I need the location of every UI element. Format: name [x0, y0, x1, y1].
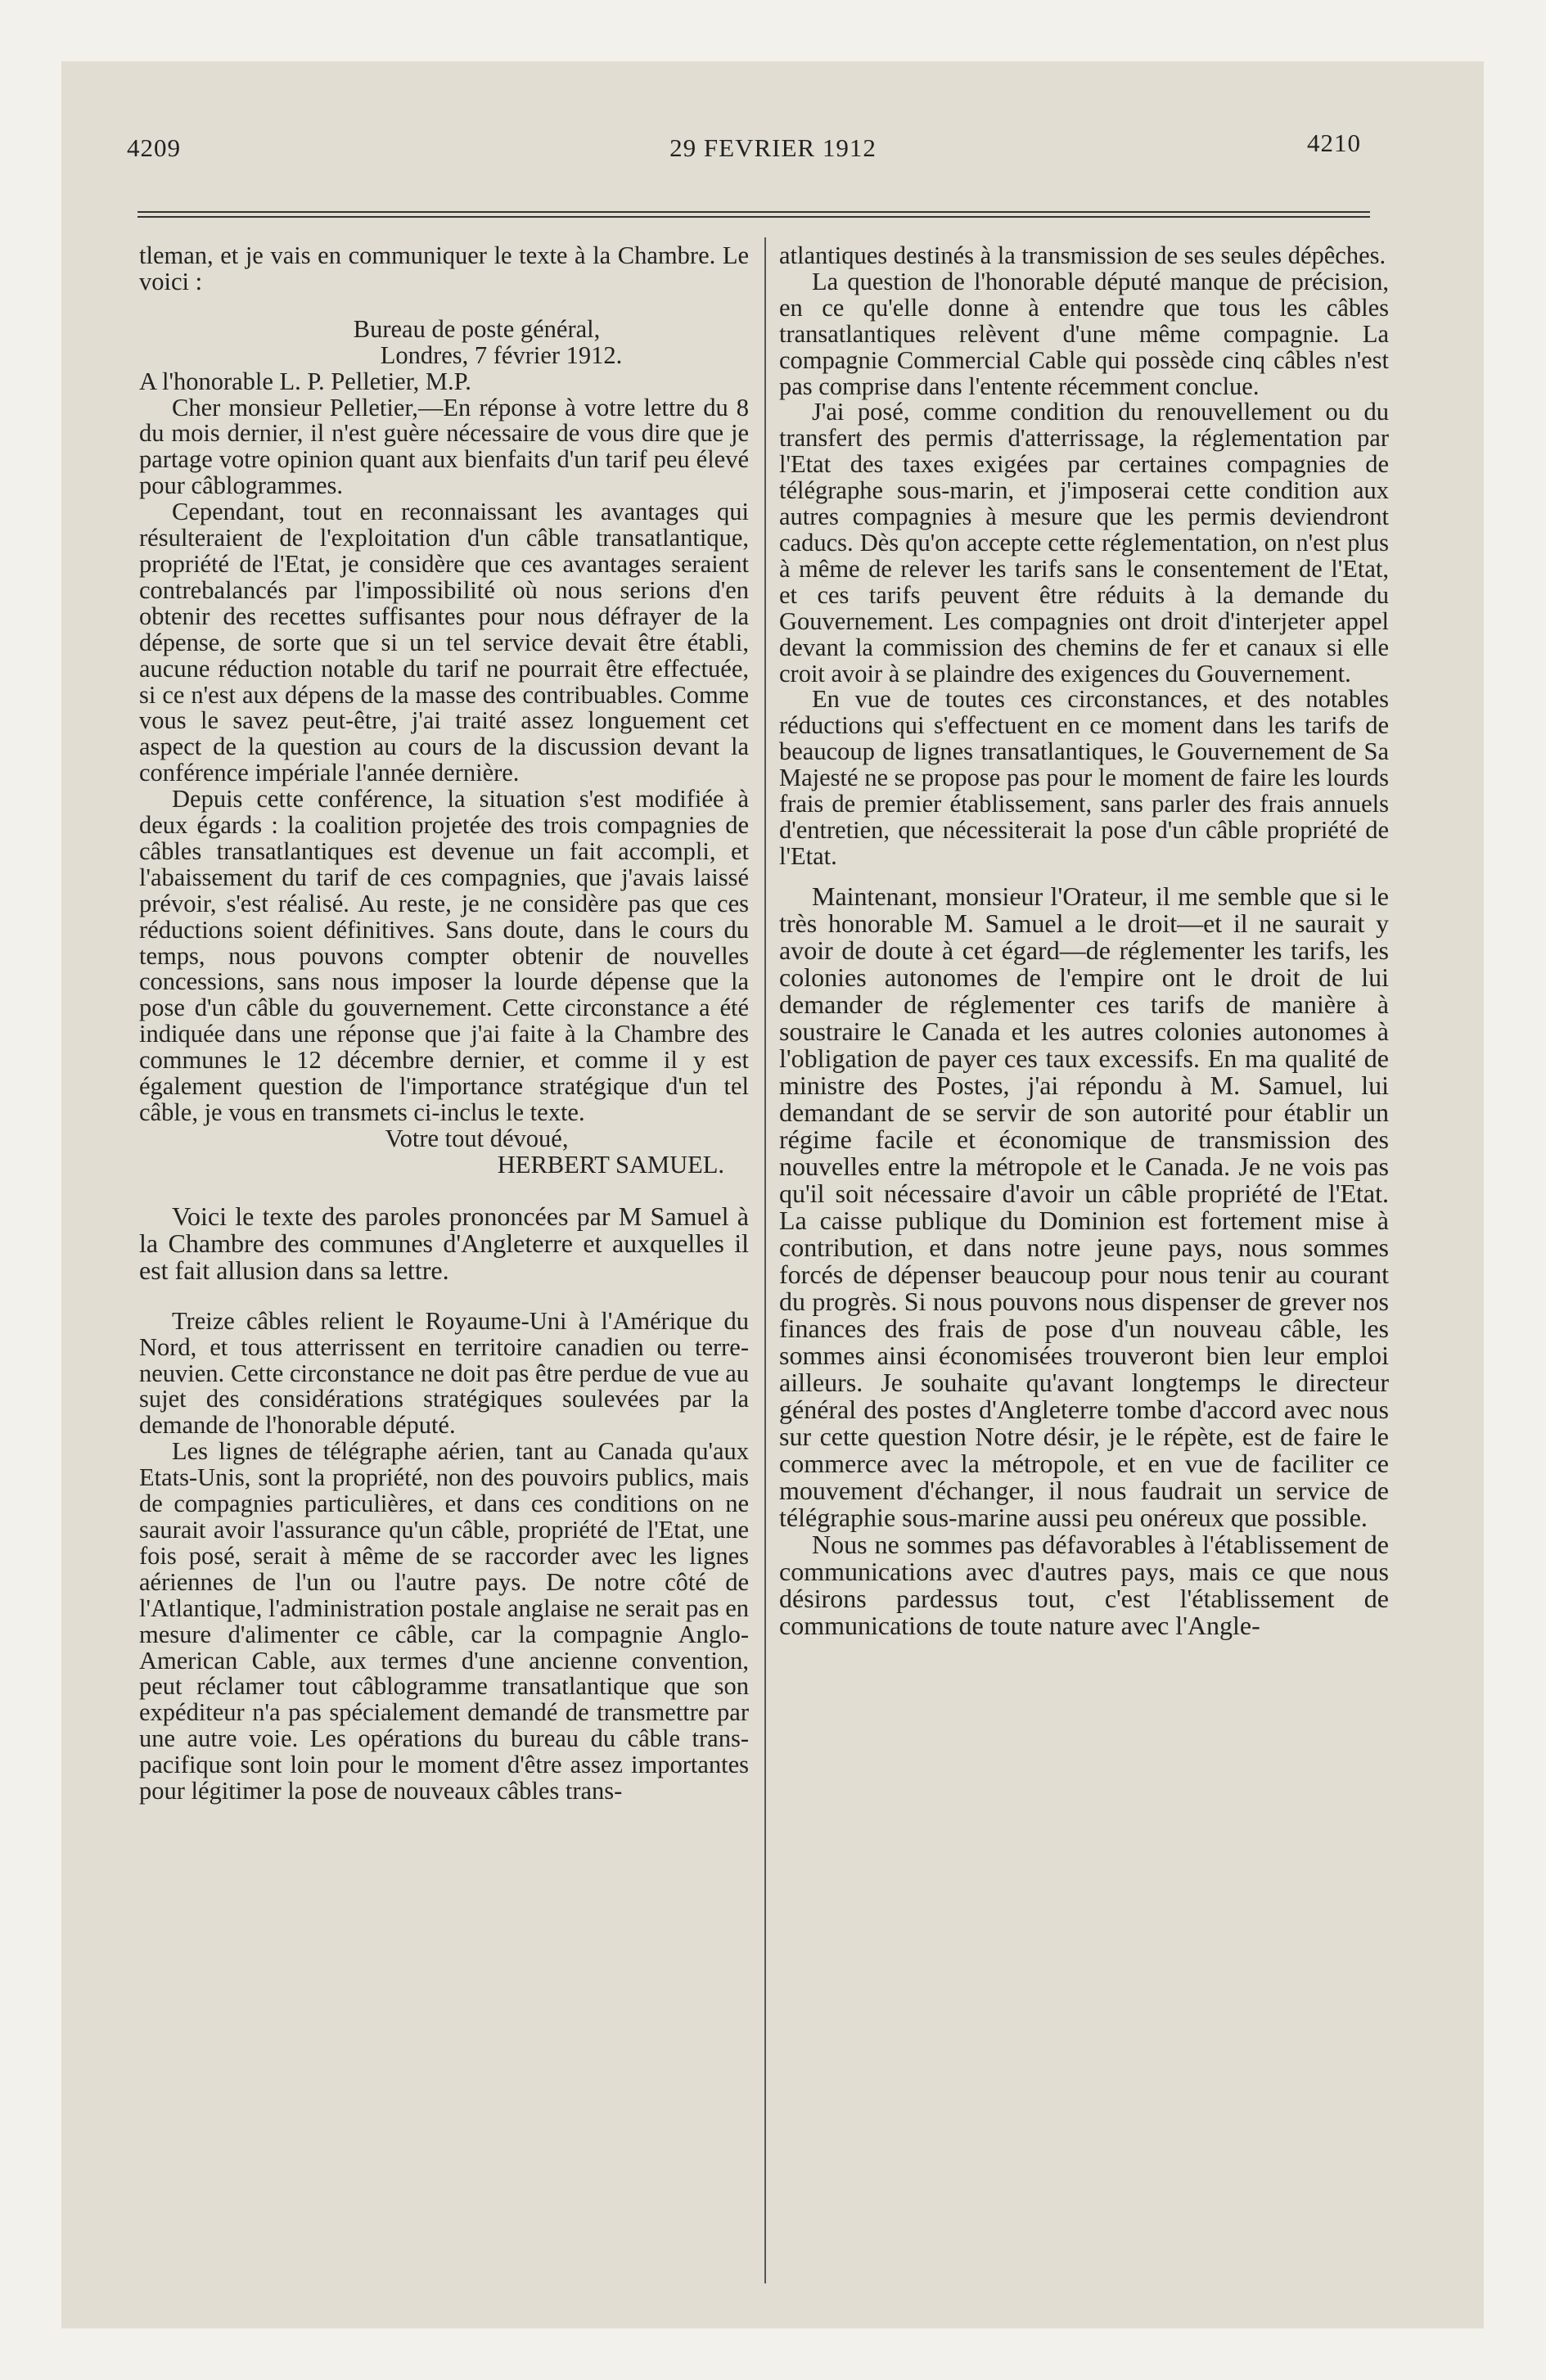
quote-paragraph: Treize câbles relient le Royaume-Uni à l'Amérique du Nord, et tous atterrissent en territoire canadien ou terre-neuvien. Cette circonstance ne doit pas être perdue de vue au sujet des considérations stratégiques soulevées par la demande de l'honorable député. [139, 1306, 749, 1440]
quote-paragraph: Les lignes de télégraphe aérien, tant au Canada qu'aux Etats-Unis, sont la propriété, non des pouvoirs publics, mais de compagnies particulières, et dans ces conditions on ne saurait avoir l'assurance qu'un câble, propriété de l'Etat, une fois posé, serait à même de se raccorder avec les lignes aériennes de l'un ou l'autre pays. De notre côté de l'Atlantique, l'administration postale anglaise ne serait pas en mesure d'alimenter ce câble, car la compagnie Anglo-American Cable, aux termes d'une ancienne convention, peut réclamer tout câblogramme transatlantique que son expéditeur n'a pas spécialement demandé de transmettre par une autre voie. Les opérations du bureau du câble trans-pacifique sont loin pour le moment d'être assez importantes pour légitimer la pose de nouveaux câbles trans- [139, 1437, 749, 1805]
paragraph: Maintenant, monsieur l'Orateur, il me semble que si le très honorable M. Samuel a le droit—et il ne saurait y avoir de doute à cet égard—de réglementer les tarifs, les colonies autonomes de l'empire ont le droit de lui demander de réglementer ces tarifs de manière à soustraire le Canada et les autres colonies autonomes à l'obligation de payer ces taux excessifs. En ma qualité de ministre des Postes, j'ai répondu à M. Samuel, lui demandant de se servir de son autorité pour établir un régime facile et économique de transmission des nouvelles entre la métropole et le Canada. Je ne vois pas qu'il soit nécessaire d'avoir un câble propriété de l'Etat. La caisse publique du Dominion est fortement mise à contribution, et dans notre jeune pays, nous sommes forcés de dépenser beaucoup pour nous tenir au courant du progrès. Si nous pouvons nous dispenser de grever nos finances des frais de pose d'un nouveau câble, les sommes ainsi économisées trouveront bien leur emploi ailleurs. Je souhaite qu'avant longtemps le directeur général des postes d'Angleterre tombe d'accord avec nous sur cette question Notre désir, je le répète, est de faire le commerce avec la métropole, et en vue de faciliter ce mouvement d'échanger, il nous faudrait un service de télégraphie sous-marine aussi peu onéreux que possible. [779, 881, 1389, 1532]
header-rule-double [137, 216, 1370, 218]
letter-paragraph: Cependant, tout en reconnaissant les avantages qui résulteraient de l'exploitation d'un câble transatlantique, propriété de l'Etat, je considère que ces avantages seraient contrebalancés par l'impossibilité où nous serions d'en obtenir des recettes suffisantes pour nous défrayer de la dépense, de sorte que si un tel service devait être établi, aucune réduction notable du tarif ne pourrait être effectuée, si ce n'est aux dépens de la masse des contribuables. Comme vous le savez peut-être, j'ai traité assez longuement cet aspect de la question au cours de la discussion devant la conférence impériale l'année dernière. [139, 498, 749, 787]
letter-paragraph: Depuis cette conférence, la situation s'est modifiée à deux égards : la coalition projetée des trois compagnies de câbles transatlantiques est devenue un fait accompli, et l'abaissement du tarif de ces compagnies, que j'avais laissé prévoir, s'est réalisé. Au reste, je ne considère pas que ces réductions soient définitives. Sans doute, dans le cours du temps, nous pouvons compter obtenir de nouvelles concessions, sans nous imposer la lourde dépense que la pose d'un câble du gouvernement. Cette circonstance a été indiquée dans une réponse que j'ai faite à la Chambre des communes le 12 décembre dernier, et comme il y est également question de l'importance stratégique d'un tel câble, je vous en transmets ci-inclus le texte. [139, 785, 749, 1126]
right-column [779, 243, 1389, 1639]
paragraph: tleman, et je vais en communiquer le texte à la Chambre. Le voici : [139, 241, 749, 295]
page-number-right: 4210 [1307, 128, 1361, 157]
paragraph: Nous ne sommes pas défavorables à l'établissement de communications avec d'autres pays, mais ce que nous désirons pardessus tout, c'est l'établissement de communications de toute nature avec l'Angle- [779, 1529, 1389, 1640]
quote-paragraph: En vue de toutes ces circonstances, et des notables réductions qui s'effectuent en ce moment dans les tarifs de beaucoup de lignes transatlantiques, le Gouvernement de Sa Majesté ne se propose pas pour le moment de faire les lourds frais de premier établissement, sans parler des frais annuels d'entretien, que nécessiterait la pose d'un câble propriété de l'Etat. [779, 685, 1389, 870]
quote-paragraph: La question de l'honorable député manque de précision, en ce qu'elle donne à entendre que tous les câbles transatlantiques relèvent d'une même compagnie. La compagnie Commercial Cable qui possède cinq câbles n'est pas comprise dans l'entente récemment conclue. [779, 267, 1389, 400]
letter-closing: Votre tout dévoué, [385, 1124, 569, 1152]
paragraph: Voici le texte des paroles prononcées par M Samuel à la Chambre des communes d'Angleterre et auxquelles il est fait allusion dans sa lettre. [139, 1201, 749, 1285]
column-divider [764, 237, 766, 2283]
page-number-left: 4209 [127, 133, 181, 162]
letter-signature: HERBERT SAMUEL. [497, 1150, 724, 1179]
letter-address-2: Londres, 7 février 1912. [380, 340, 623, 369]
letter-address-1: Bureau de poste général, [353, 314, 601, 343]
quote-paragraph: atlantiques destinés à la transmission de ses seules dépêches. [779, 241, 1386, 269]
left-column [139, 243, 749, 1805]
quote-paragraph: J'ai posé, comme condition du renouvellement ou du transfert des permis d'atterrissage, la réglementation par l'Etat des taxes exigées par certaines compagnies de télégraphe sous-marin, et j'imposerai cette condition aux autres compagnies à mesure que les permis deviendront caducs. Dès qu'on accepte cette réglementation, on n'est plus à même de relever les tarifs sans le consentement de l'Etat, et ces tarifs peuvent être réduits à la demande du Gouvernement. Les compagnies ont droit d'interjeter appel devant la commission des chemins de fer et canaux si elle croit avoir à se plaindre des exigences du Gouvernement. [779, 398, 1389, 687]
letter-paragraph: Cher monsieur Pelletier,—En réponse à votre lettre du 8 du mois dernier, il n'est guère nécessaire de vous dire que je partage votre opinion quant aux bienfaits d'un tarif peu élevé pour câblogrammes. [139, 393, 749, 500]
page-date: 29 FEVRIER 1912 [669, 133, 877, 162]
letter-recipient: A l'honorable L. P. Pelletier, M.P. [139, 367, 471, 395]
header-rule [137, 211, 1370, 213]
